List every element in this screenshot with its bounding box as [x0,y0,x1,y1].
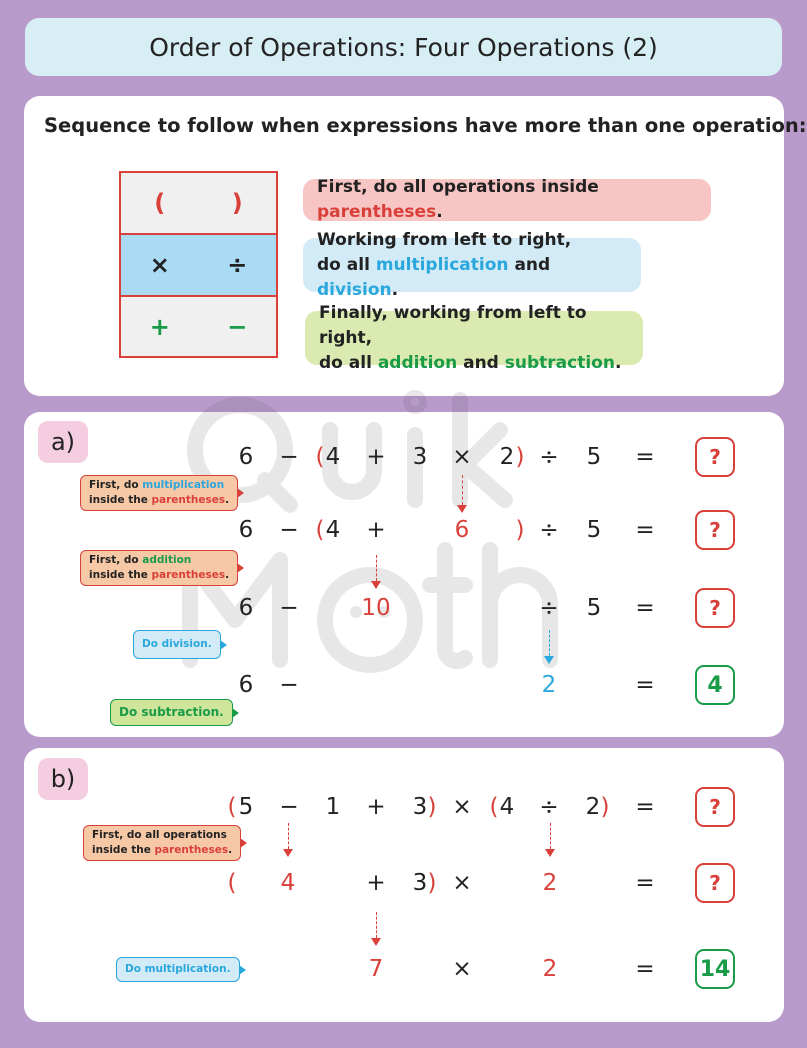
b2-result: 4 [280,870,296,896]
b1-close-paren: ) [427,794,437,820]
a3-result: 10 [361,595,391,621]
b-bubble-multiplication [116,957,240,982]
a2-result: 6 [454,517,470,543]
a2-num: 4 [325,517,341,543]
a-b2-period: . [225,569,230,581]
b-b1-hl: parentheses [154,844,229,856]
a1-num: 4 [325,444,341,470]
a-b2-hl2: parentheses [151,569,226,581]
a1-open-paren: ( [315,444,325,470]
a2-close-paren: ) [515,517,525,543]
b1-equals: = [635,794,655,820]
a1-num: 5 [586,444,602,470]
a3-divide: ÷ [539,595,559,621]
rule3-period: . [614,352,622,373]
b-b2-text: Do [125,963,145,975]
b1-close-paren-2: ) [600,794,610,820]
b3-num: 2 [542,956,558,982]
a1-num: 2 [499,444,515,470]
a-bubble-subtraction [110,699,233,726]
a4-num: 6 [238,672,254,698]
rule3-and: and [457,352,505,373]
b1-divide: ÷ [539,794,559,820]
rule2-period: . [391,279,399,300]
a4-equals: = [635,672,655,698]
a-b3-hl: division [161,638,208,650]
rule2-highlight-division: division [317,279,392,300]
b2-times: × [452,870,472,896]
a2-plus: + [366,517,386,543]
a-bubble-division [133,630,221,659]
parentheses-row [121,173,276,235]
plus-symbol: + [149,312,170,341]
a-b1-text: First, do [89,479,143,491]
a-b1-hl: multiplication [142,479,225,491]
b2-equals: = [635,870,655,896]
b3-answer-box[interactable]: 14 [695,949,735,989]
b-b1-period: . [228,844,233,856]
rule1-text: First, do all operations inside [317,177,599,197]
page-title-text: Order of Operations: Four Operations (2) [149,32,658,62]
a-b2-text2: inside the [89,569,152,581]
a1-num: 3 [412,444,428,470]
b1-plus: + [366,794,386,820]
a2-divide: ÷ [539,517,559,543]
a1-close-paren: ) [515,444,525,470]
b3-equals: = [635,956,655,982]
a4-result: 2 [541,672,557,698]
operations-order-table [119,171,278,358]
a-bubble-addition [80,550,238,586]
b-bubble-parentheses [83,825,241,861]
a-b1-period: . [225,494,230,506]
divide-symbol: ÷ [227,251,248,279]
a4-answer-box[interactable]: 4 [695,665,735,705]
b1-minus: − [279,794,299,820]
a-arrow-2 [376,555,377,581]
b-arrow-2 [550,823,551,849]
b1-num: 3 [412,794,428,820]
b2-close-paren: ) [427,870,437,896]
rule2-highlight-multiplication: multiplication [375,254,509,275]
rule-multiply-divide [303,229,641,300]
add-subtract-row [121,297,276,356]
b2-open-paren: ( [227,870,237,896]
a1-answer-box[interactable]: ? [695,437,735,477]
a1-times: × [452,444,472,470]
b3-times: × [452,956,472,982]
a-b3-period: . [207,638,212,650]
close-paren: ) [231,189,243,217]
a-b3-text: Do [142,638,162,650]
rule-parentheses [303,179,711,221]
multiply-symbol: × [149,251,170,279]
rule3-highlight-addition: addition [377,352,458,373]
a2-equals: = [635,517,655,543]
a-b4-hl: subtraction [141,705,220,719]
a1-num: 6 [238,444,254,470]
b-arrow-1 [288,823,289,849]
b1-answer-box[interactable]: ? [695,787,735,827]
b-b1-text2: inside the [92,844,155,856]
a-b4-period: . [219,705,224,719]
a-b4-text: Do [119,705,142,719]
a-b2-text: First, do [89,554,143,566]
multiply-divide-row [121,235,276,297]
b2-result-2: 2 [542,870,558,896]
b1-num: 2 [585,794,601,820]
a2-answer-box[interactable]: ? [695,510,735,550]
a3-minus: − [279,595,299,621]
a-b1-hl2: parentheses [151,494,226,506]
a3-num: 5 [586,595,602,621]
a3-equals: = [635,595,655,621]
rule1-period: . [436,202,443,222]
quikmath-watermark [170,390,640,700]
b3-result: 7 [368,956,384,982]
minus-symbol: − [227,312,248,341]
b2-num: 3 [412,870,428,896]
example-a-label: a) [38,421,88,463]
b-b2-hl: multiplication [144,963,227,975]
open-paren: ( [154,189,166,217]
a3-answer-box[interactable]: ? [695,588,735,628]
a2-num: 6 [238,517,254,543]
b2-answer-box[interactable]: ? [695,863,735,903]
a2-num: 5 [586,517,602,543]
rule2-and: and [508,254,551,275]
a-arrow-3 [549,630,550,656]
b1-num: 5 [238,794,254,820]
a-b2-hl: addition [142,554,192,566]
a1-plus: + [366,444,386,470]
rule3-text: do all [319,352,378,373]
a4-minus: − [279,672,299,698]
a1-equals: = [635,444,655,470]
b1-open-paren-2: ( [489,794,499,820]
b2-plus: + [366,870,386,896]
b-b2-period: . [226,963,231,975]
sequence-heading: Sequence to follow when expressions have more than one operation: [44,114,807,137]
a2-open-paren: ( [315,517,325,543]
b-arrow-3 [376,912,377,938]
b1-num: 4 [499,794,515,820]
a-b1-text2: inside the [89,494,152,506]
rule3-highlight-subtraction: subtraction [504,352,615,373]
rule3-line1: Finally, working from left to right, [319,302,587,348]
page-title [25,18,782,76]
a1-divide: ÷ [539,444,559,470]
rule1-highlight: parentheses [317,202,437,222]
a-arrow-1 [462,475,463,505]
b1-open-paren: ( [227,794,237,820]
a2-minus: − [279,517,299,543]
b1-times: × [452,794,472,820]
b1-num: 1 [325,794,341,820]
rule2-text: do all [317,254,376,275]
a3-num: 6 [238,595,254,621]
rule-add-subtract [305,302,643,373]
rule2-line1: Working from left to right, [317,229,572,250]
example-b-label: b) [38,758,88,800]
a-bubble-multiplication [80,475,238,511]
a1-minus: − [279,444,299,470]
b-b1-line1: First, do all operations [92,829,227,841]
